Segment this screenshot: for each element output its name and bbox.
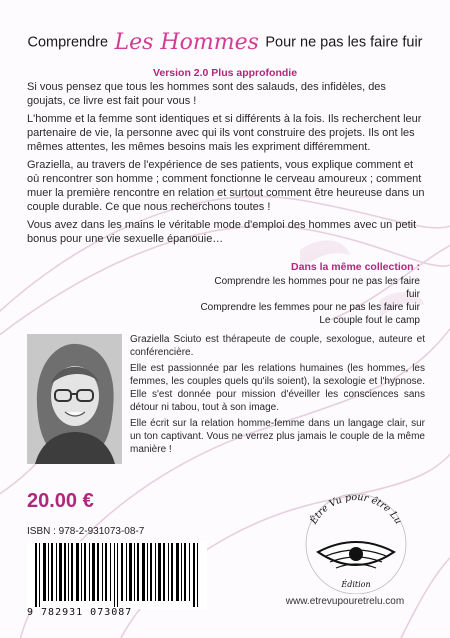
publisher-edition-label: Édition (341, 580, 371, 589)
title-part-2-script: Les Hommes (114, 30, 259, 55)
author-photo (27, 334, 122, 464)
book-title (0, 30, 450, 55)
collection-item: Le couple fout le camp (319, 315, 420, 327)
intro-paragraph: Si vous pensez que tous les hommes sont des salauds, des infidèles, des goujats, ce livre est fait pour vous ! (27, 81, 386, 107)
isbn-label: ISBN : 978-2-931073-08-7 (27, 526, 145, 537)
publisher-logo-text: Être Vu pour être Lu (308, 491, 404, 527)
collection-list (200, 261, 420, 328)
version-subtitle: Version 2.0 Plus approfondie (152, 67, 298, 79)
publisher-logo (296, 486, 416, 594)
svg-text:Être Vu pour être Lu (307, 492, 404, 527)
collection-heading: Dans la même collection : (291, 261, 420, 273)
author-portrait-image (27, 334, 122, 464)
intro-paragraph: Graziella, au travers de l'expérience de ses patients, vous explique comment et où rencontrer son homme ; comment fonctionne le cerveau amoureux ; comment muer la première rencontre en relation et surtout comment être heureuse dans un couple durable. Ce que nous recherchons toutes ! (27, 158, 425, 213)
publisher-website-link[interactable]: www.etrevupouretrelu.com (285, 596, 405, 607)
intro-paragraph: L'homme et la femme sont identiques et si différents à la fois. Ils recherchent leur partenaire de vie, la personne avec qui ils vont construire des projets. Ils ont les mêmes attentes, les mêmes besoins mais les expriment différemment. (27, 112, 422, 153)
collection-item: Comprendre les hommes pour ne pas les faire fuir (214, 275, 420, 301)
barcode-number: 9 782931 073087 (27, 607, 133, 618)
price-label: 20.00 € (27, 490, 94, 512)
intro-paragraph: Vous avez dans les mains le véritable mode d'emploi des hommes avec un petit bonus pour une vie sexuelle épanouie… (27, 218, 417, 245)
author-bio (130, 333, 425, 459)
intro-text (27, 81, 425, 251)
bio-paragraph: Elle écrit sur la relation homme-femme dans un langage clair, sur un ton captivant. Vous ne verrez plus jamais le couple de la même manière ! (130, 418, 425, 455)
barcode-image (27, 541, 207, 609)
title-part-1: Comprendre (27, 34, 109, 51)
title-part-3: Pour ne pas les faire fuir (265, 34, 423, 51)
bio-paragraph: Graziella Sciuto est thérapeute de couple, sexologue, auteure et conférencière. (130, 334, 425, 358)
bio-paragraph: Elle est passionnée par les relations humaines (les hommes, les femmes, les couples quels qu'ils soient), la sexologie et l'hypnose. Elle s'est donnée pour mission d'éveiller les consciences sans détour ni tabou, tout à son image. (130, 363, 425, 413)
collection-item: Comprendre les femmes pour ne pas les faire fuir (200, 302, 420, 314)
